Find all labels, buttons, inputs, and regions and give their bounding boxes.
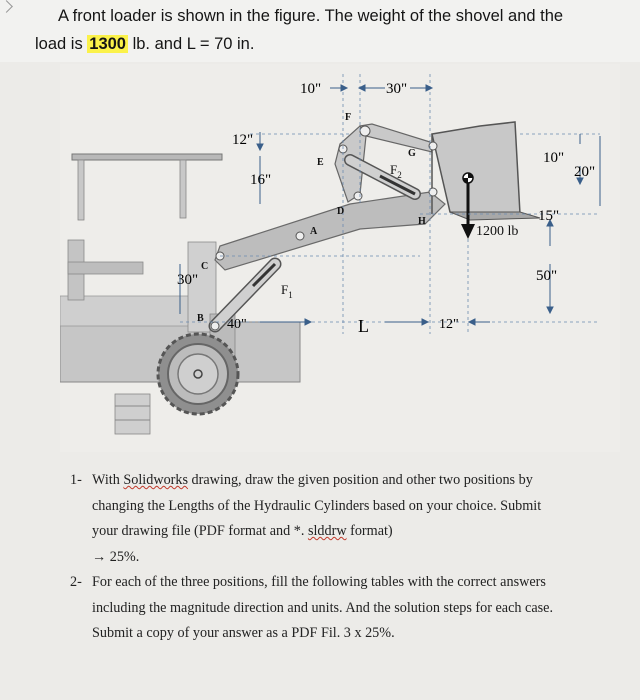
question-line-2	[35, 35, 254, 54]
dim-30: 30"	[177, 272, 199, 288]
highlighted-weight: 1300	[89, 35, 126, 53]
task-text-suffix: format)	[346, 523, 393, 539]
dim-L: L	[358, 316, 369, 336]
file-extension: slddrw	[307, 523, 347, 539]
front-loader-figure	[60, 64, 620, 452]
task-item-1	[70, 468, 560, 570]
software-name: Solidworks	[123, 472, 188, 488]
question-line-2-prefix: load is	[35, 35, 88, 53]
dim-40: 40"	[227, 317, 247, 332]
task-number: 2-	[70, 574, 82, 590]
point-H-label: H	[418, 216, 426, 227]
point-F-label: F	[345, 112, 352, 123]
task-weight: → 25%.	[92, 548, 140, 565]
task-item-2	[70, 570, 560, 647]
task-text: With	[92, 472, 124, 488]
question-line-2-suffix: lb. and L = 70 in.	[128, 35, 255, 53]
task-list	[70, 468, 560, 647]
dim-12-bottom: 12"	[439, 317, 459, 332]
question-line-1: A front loader is shown in the figure. The weight of the shovel and the	[58, 7, 564, 25]
dim-top-10: 10"	[300, 81, 322, 97]
question-header	[0, 0, 640, 62]
point-G-label: G	[408, 148, 416, 159]
dim-12: 12"	[232, 132, 254, 148]
point-D-label: D	[337, 206, 345, 217]
task-text-body: drawing, draw the given position and other two positions by changing the Lengths of the Hydraulic Cylinders based on your choice. Submit your drawing file (PDF format and *.	[92, 472, 542, 539]
load-label: 1200 lb	[476, 224, 519, 239]
dim-right-10: 10"	[543, 150, 565, 166]
task-text: For each of the three positions, fill the following tables with the correct answers including the magnitude direction and units. And the solution steps for each case. Submit a copy of your answer as a PDF Fil. 3 x 25%.	[92, 574, 553, 641]
task-number: 1-	[70, 472, 82, 488]
point-A-label: A	[310, 226, 318, 237]
point-B-label: B	[197, 313, 204, 324]
dim-top-30: 30"	[386, 81, 408, 97]
dim-right-20: 20"	[574, 164, 596, 180]
dim-right-50: 50"	[536, 268, 558, 284]
tractor-wheel	[158, 334, 238, 414]
dim-right-15: 15"	[538, 208, 560, 224]
dim-16: 16"	[250, 172, 272, 188]
corner-arrow-icon	[0, 0, 13, 13]
point-E-label: E	[317, 157, 324, 168]
force-f2-label: $F_2$	[390, 162, 402, 180]
force-f1-label: $F_1$	[281, 282, 293, 300]
point-C-label: C	[201, 261, 209, 272]
